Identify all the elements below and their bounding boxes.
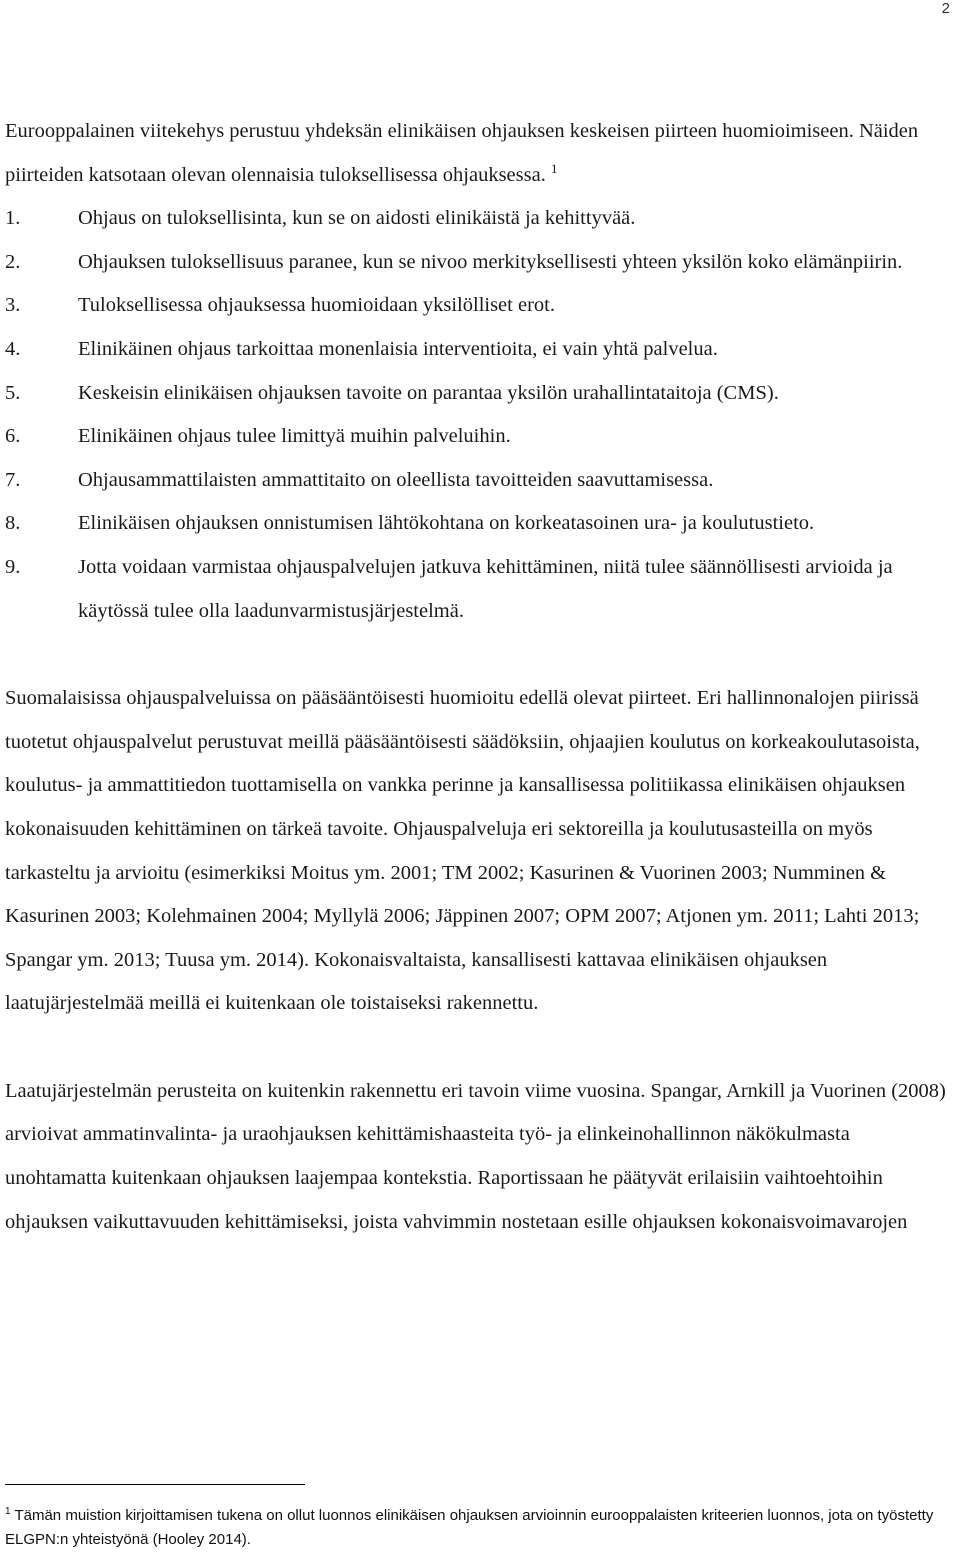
list-item-number: 7. [5, 468, 21, 491]
list-item [5, 284, 950, 328]
footnote-divider [5, 1484, 305, 1485]
list-item-text: Ohjausammattilaisten ammattitaito on oleellista tavoitteiden saavuttamisessa. [78, 468, 714, 491]
list-item [5, 546, 950, 633]
list-item-number: 5. [5, 381, 21, 404]
list-item-number: 2. [5, 250, 21, 273]
list-item-number: 3. [5, 294, 21, 317]
list-item-number: 8. [5, 512, 21, 535]
list-item-text: Ohjauksen tuloksellisuus paranee, kun se nivoo merkityksellisesti yhteen yksilön koko elämänpiirin. [78, 250, 903, 273]
list-item [5, 241, 950, 285]
paragraph-spacer [5, 633, 950, 677]
page-number: 2 [941, 0, 950, 17]
body-paragraph-3: Laatujärjestelmän perusteita on kuitenkin rakennettu eri tavoin viime vuosina. Spangar, Arnkill ja Vuorinen (2008) arvioivat ammatinvalinta- ja uraohjauksen kehittämishaasteita työ- ja elinkeinohallinnon näkökulmasta unohtamatta kuitenkaan ohjauksen laajempaa kontekstia. Raportissaan he päätyvät erilaisiin vaihtoehtoihin ohjauksen vaikuttavuuden kehittämiseksi, joista vahvimmin nostetaan esille ohjauksen kokonaisvoimavarojen [5, 1079, 946, 1233]
list-item-number: 9. [5, 555, 21, 578]
list-item [5, 328, 950, 372]
intro-text: Eurooppalainen viitekehys perustuu yhdeksän elinikäisen ohjauksen keskeisen piirteen huomioimiseen. Näiden piirteiden katsotaan olevan olennaisia tuloksellisessa ohjauksessa. [5, 120, 919, 186]
list-item-text: Ohjaus on tuloksellisinta, kun se on aidosti elinikäistä ja kehittyvää. [78, 207, 636, 230]
list-item-text: Elinikäinen ohjaus tulee limittyä muihin palveluihin. [78, 425, 511, 448]
list-item-text: Keskeisin elinikäisen ohjauksen tavoite on parantaa yksilön urahallintataitoja (CMS). [78, 381, 779, 404]
list-item [5, 415, 950, 459]
list-item-number: 4. [5, 337, 21, 360]
body-paragraph-2: Suomalaisissa ohjauspalveluissa on pääsääntöisesti huomioitu edellä olevat piirteet. Eri hallinnonalojen piirissä tuotetut ohjauspalvelut perustuvat meillä pääsääntöisesti säädöksiin, ohjaajien koulutus on korkeakoulutasoista, koulutus- ja ammattitiedon tuottamisella on vankka perinne ja kansallisessa politiikassa elinikäisen ohjauksen kokonaisuuden kehittäminen on tärkeä tavoite. Ohjauspalveluja eri sektoreilla ja koulutusasteilla on myös tarkasteltu ja arvioitu (esimerkiksi Moitus ym. 2001; TM 2002; Kasurinen & Vuorinen 2003; Numminen & Kasurinen 2003; Kolehmainen 2004; Myllylä 2006; Jäppinen 2007; OPM 2007; Atjonen ym. 2011; Lahti 2013; Spangar ym. 2013; Tuusa ym. 2014). Kokonaisvaltaista, kansallisesti kattavaa elinikäisen ohjauksen laatujärjestelmää meillä ei kuitenkaan ole toistaiseksi rakennettu. [5, 687, 920, 1015]
footnote-reference: 1 [550, 160, 558, 176]
criteria-list [5, 197, 950, 633]
list-item [5, 372, 950, 416]
intro-paragraph [5, 110, 950, 197]
list-item-number: 6. [5, 425, 21, 448]
list-item [5, 502, 950, 546]
footnote-marker: 1 [5, 1506, 11, 1517]
list-item-text: Elinikäisen ohjauksen onnistumisen lähtökohtana on korkeatasoinen ura- ja koulutustieto. [78, 512, 815, 535]
document-body [5, 110, 950, 1244]
list-item-text: Jotta voidaan varmistaa ohjauspalvelujen jatkuva kehittäminen, niitä tulee säännöllisesti arvioida ja käytössä tulee olla laadunvarmistusjärjestelmä. [78, 555, 893, 622]
list-item [5, 459, 950, 503]
footnote [5, 1500, 950, 1552]
list-item-text: Tuloksellisessa ohjauksessa huomioidaan yksilölliset erot. [78, 294, 555, 317]
list-item-text: Elinikäinen ohjaus tarkoittaa monenlaisia interventioita, ei vain yhtä palvelua. [78, 337, 718, 360]
paragraph-spacer [5, 1026, 950, 1070]
footnote-text: Tämän muistion kirjoittamisen tukena on ollut luonnos elinikäisen ohjauksen arvioinnin eurooppalaisten kriteerien luonnos, jota on työstetty ELGPN:n yhteistyönä (Hooley 2014). [5, 1507, 934, 1548]
list-item-number: 1. [5, 207, 21, 230]
list-item [5, 197, 950, 241]
